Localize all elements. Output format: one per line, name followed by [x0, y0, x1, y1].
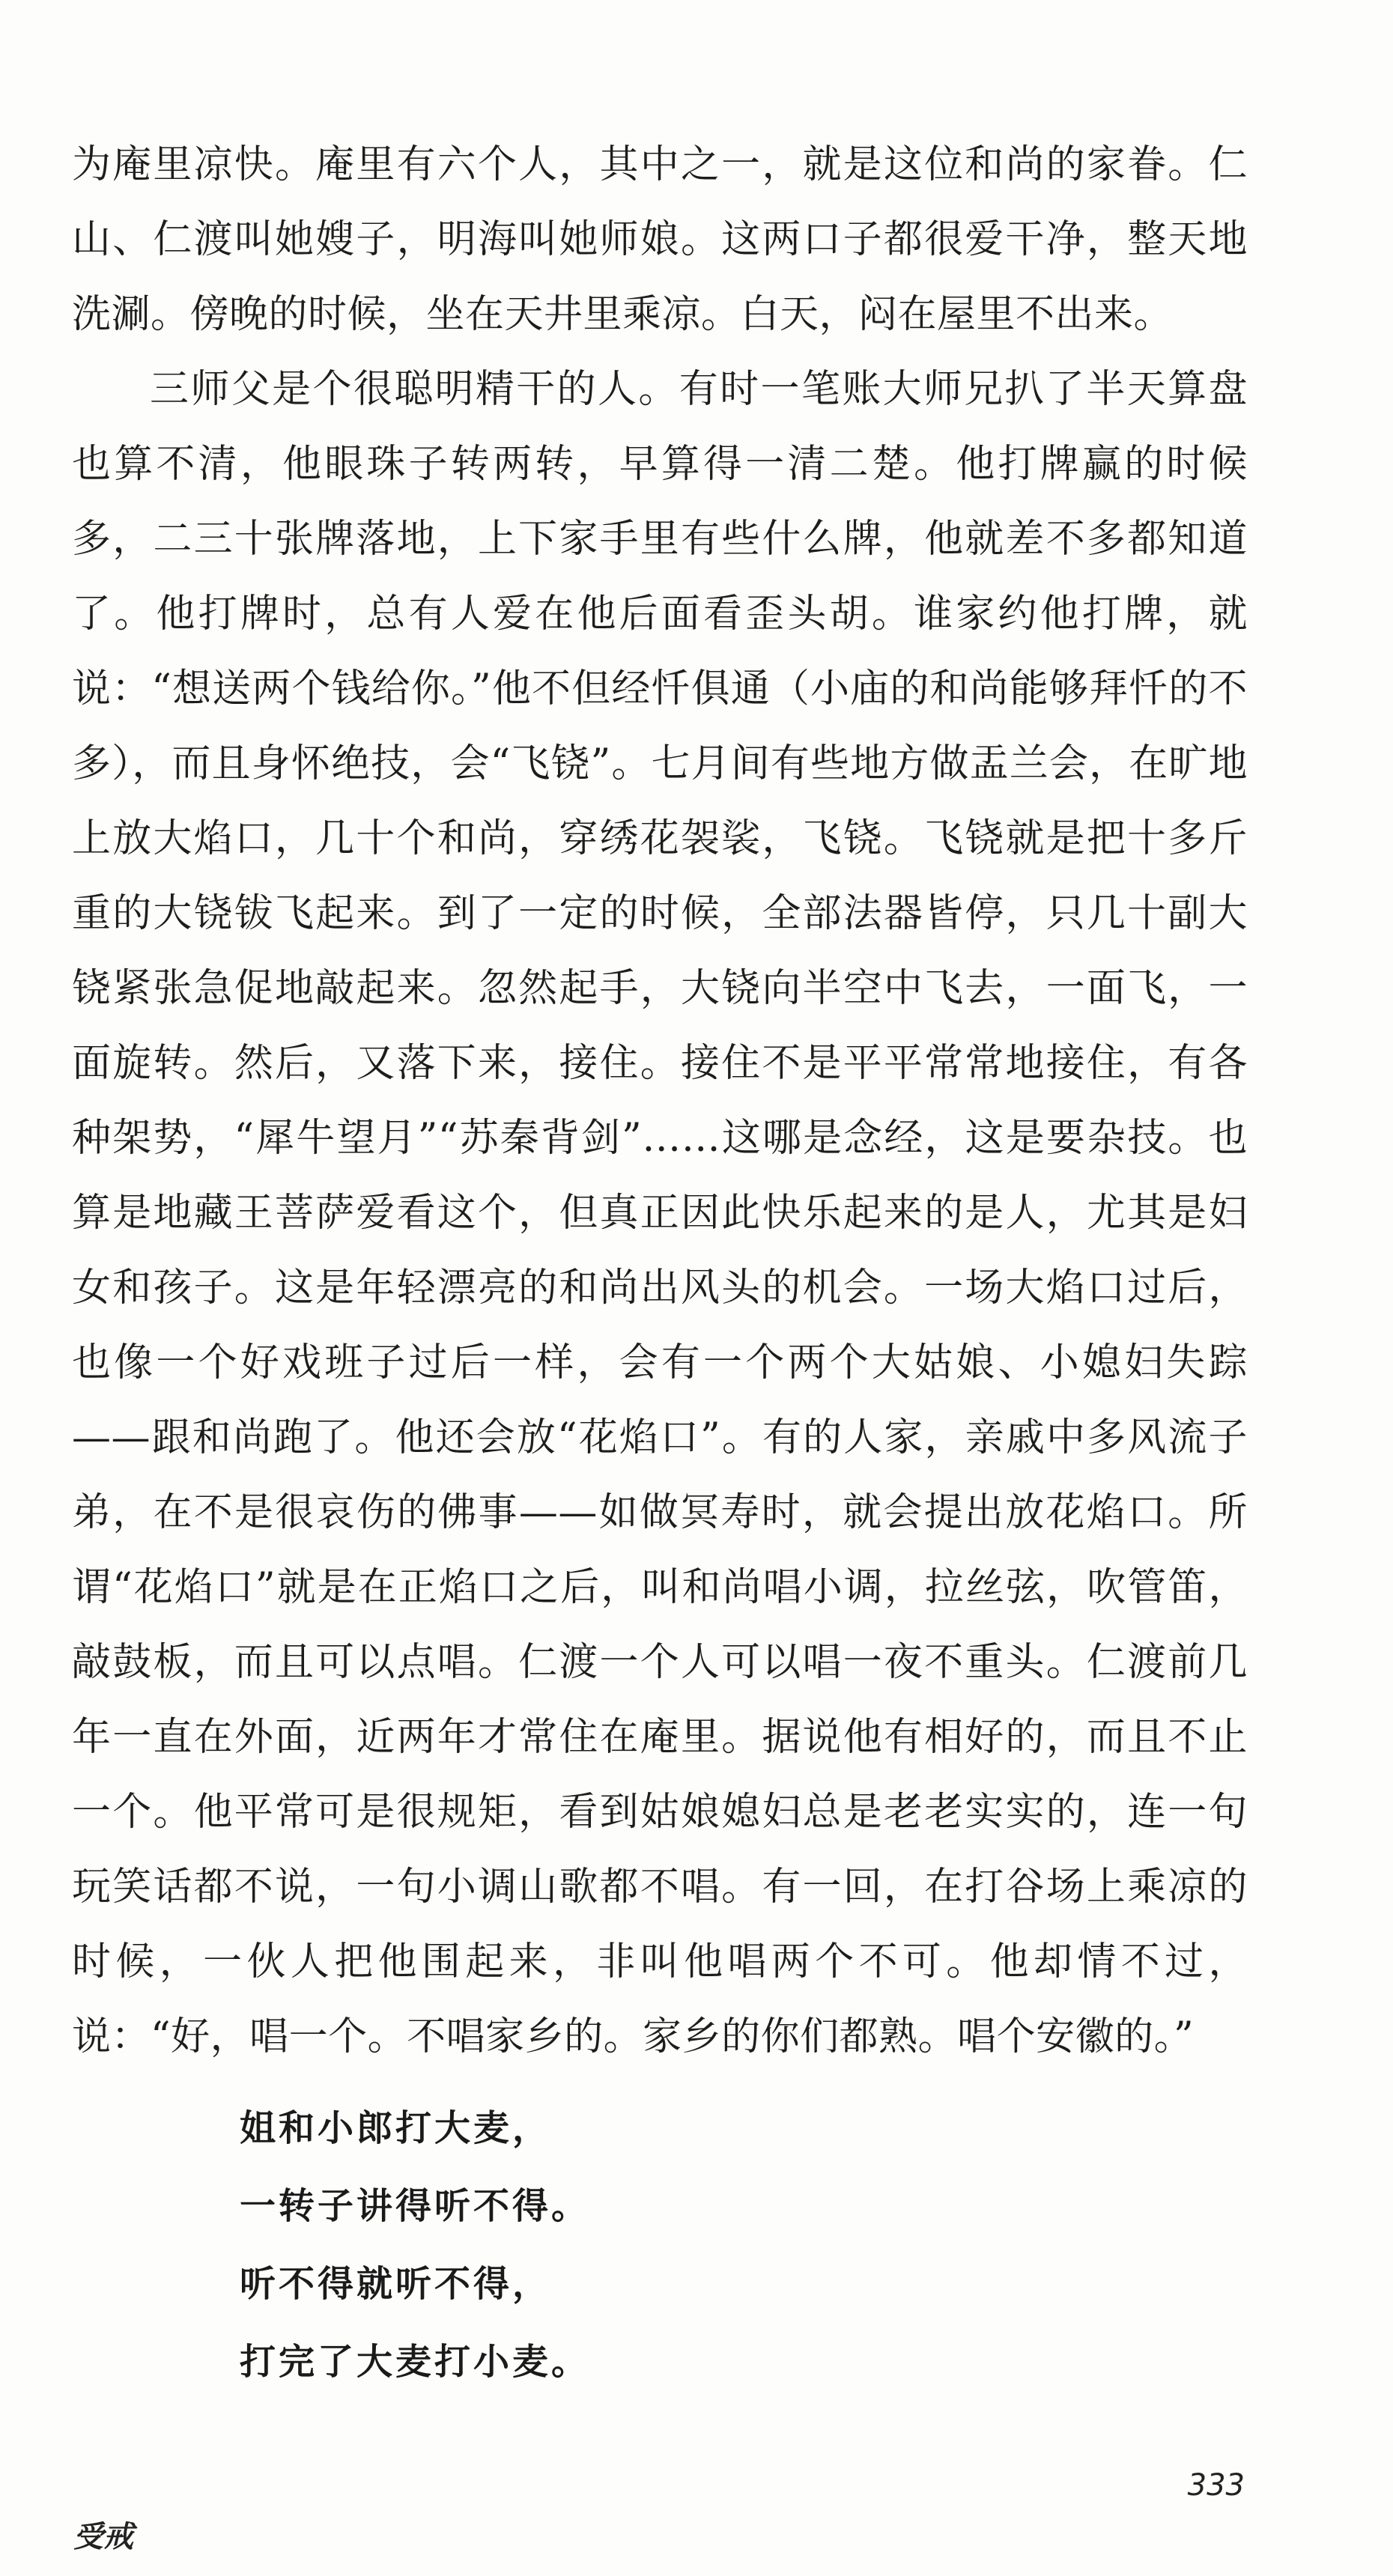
paragraph-2: 三师父是个很聪明精干的人。有时一笔账大师兄扒了半天算盘也算不清，他眼珠子转两转，早算得一清二楚。他打牌赢的时候多，二三十张牌落地，上下家手里有些什么牌，他就差不多都知道了。他打牌时，总有人爱在他后面看歪头胡。谁家约他打牌，就说：“想送两个钱给你。”他不但经忏俱通（小庙的和尚能够拜忏的不多），而且身怀绝技，会“飞铙”。七月间有些地方做盂兰会，在旷地上放大焰口，几十个和尚，穿绣花袈裟，飞铙。飞铙就是把十多斤重的大铙钹飞起来。到了一定的时候，全部法器皆停，只几十副大铙紧张急促地敲起来。忽然起手，大铙向半空中飞去，一面飞，一面旋转。然后，又落下来，接住。接住不是平平常常地接住，有各种架势，“犀牛望月”“苏秦背剑”……这哪是念经，这是要杂技。也算是地藏王菩萨爱看这个，但真正因此快乐起来的是人，尤其是妇女和孩子。这是年轻漂亮的和尚出风头的机会。一场大焰口过后，也像一个好戏班子过后一样，会有一个两个大姑娘、小媳妇失踪——跟和尚跑了。他还会放“花焰口”。有的人家，亲戚中多风流子弟，在不是很哀伤的佛事——如做冥寿时，就会提出放花焰口。所谓“花焰口”就是在正焰口之后，叫和尚唱小调，拉丝弦，吹管笛，敲鼓板，而且可以点唱。仁渡一个人可以唱一夜不重头。仁渡前几年一直在外面，近两年才常住在庵里。据说他有相好的，而且不止一个。他平常可是很规矩，看到姑娘媳妇总是老老实实的，连一句玩笑话都不说，一句小调山歌都不唱。有一回，在打谷场上乘凉的时候，一伙人把他围起来，非叫他唱两个不可。他却情不过，说：“好，唱一个。不唱家乡的。家乡的你们都熟。唱个安徽的。”: [72, 367, 1248, 2059]
song-verse: [240, 2089, 590, 2401]
paragraph-1: 为庵里凉快。庵里有六个人，其中之一，就是这位和尚的家眷。仁山、仁渡叫她嫂子，明海叫她师娘。这两口子都很爱干净，整天地洗涮。傍晚的时候，坐在天井里乘凉。白天，闷在屋里不出来。: [72, 142, 1248, 337]
song-line-4: 打完了大麦打小麦。: [240, 2341, 591, 2383]
body-text: [72, 127, 1248, 2074]
running-footer-title: 受戒: [73, 2520, 133, 2554]
song-line-2: 一转子讲得听不得。: [240, 2185, 591, 2227]
page-number: 333: [1187, 2468, 1245, 2503]
song-line-3: 听不得就听不得，: [240, 2263, 552, 2305]
song-line-1: 姐和小郎打大麦，: [240, 2107, 552, 2149]
